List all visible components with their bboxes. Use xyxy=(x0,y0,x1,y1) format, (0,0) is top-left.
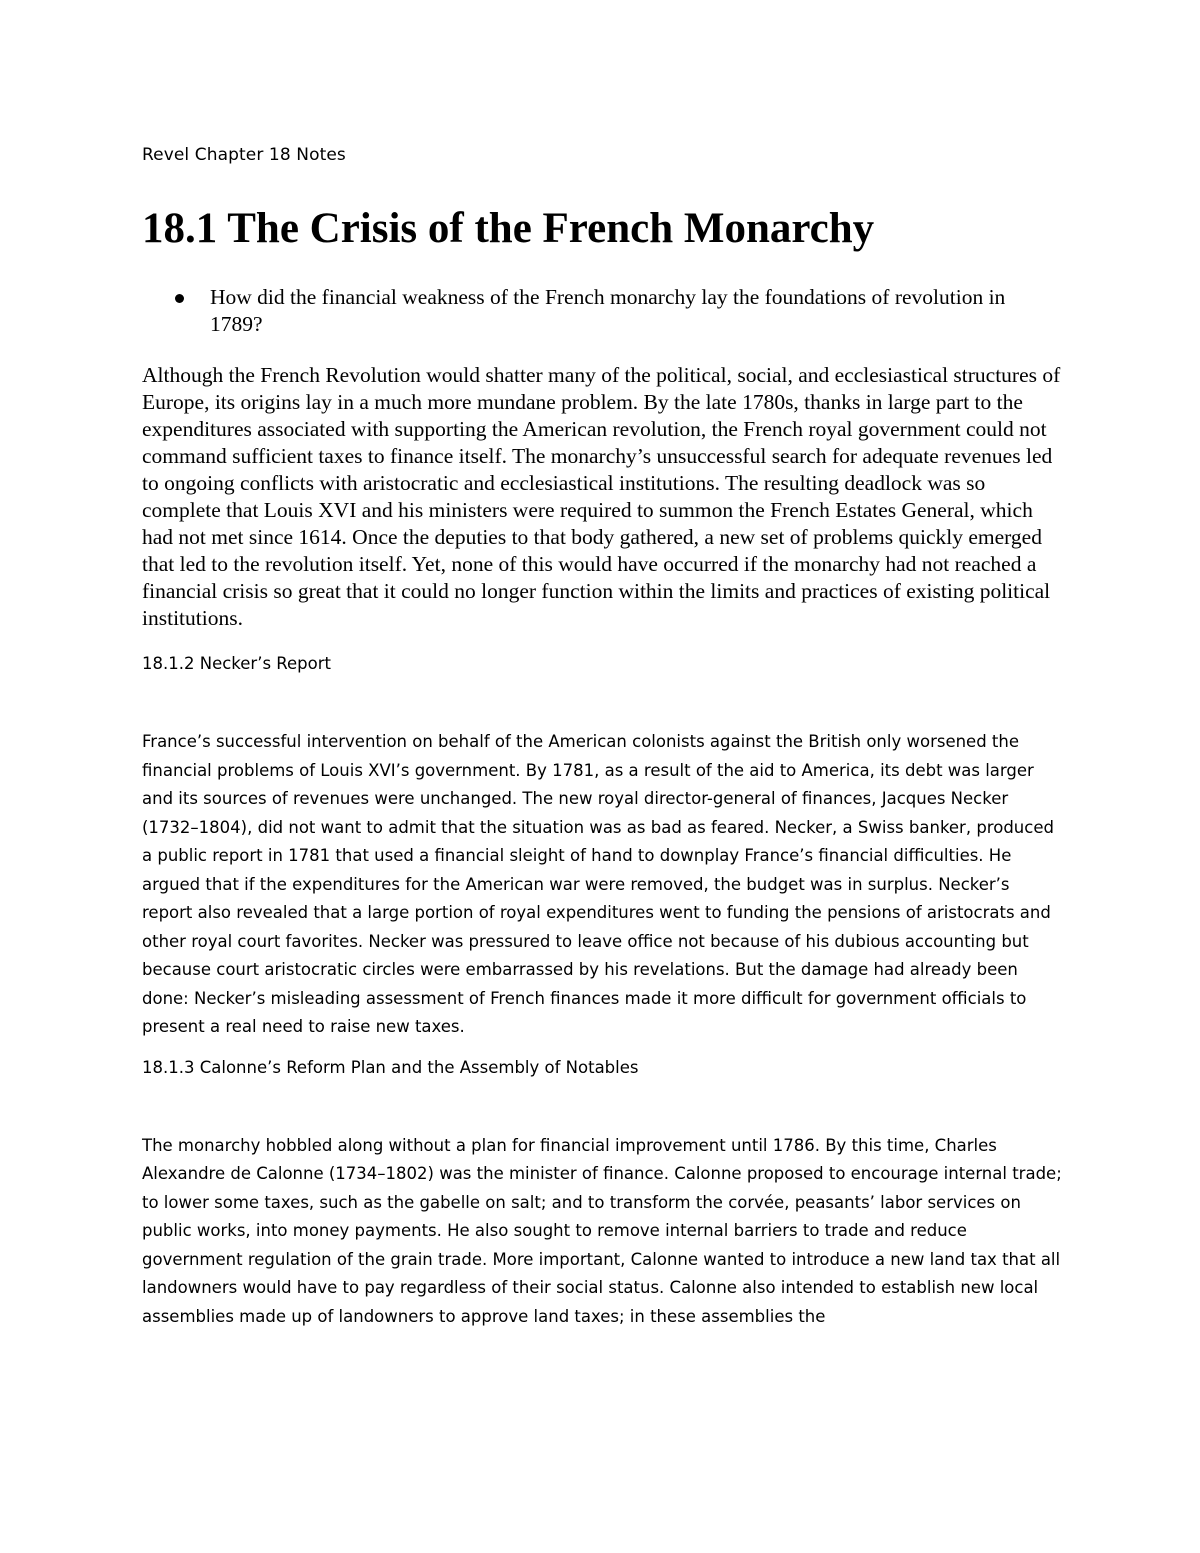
focus-question-list xyxy=(142,284,1062,338)
bullet-icon xyxy=(175,294,184,303)
neckers-report-paragraph: France’s successful intervention on behalf of the American colonists against the British only worsened the financial problems of Louis XVI’s government. By 1781, as a result of the aid to America, its debt was larger and its sources of revenues were unchanged. The new royal director-general of finances, Jacques Necker (1732–1804), did not want to admit that the situation was as bad as feared. Necker, a Swiss banker, produced a public report in 1781 that used a financial sleight of hand to downplay France’s financial difficulties. He argued that if the expenditures for the American war were removed, the budget was in surplus. Necker’s report also revealed that a large portion of royal expenditures went to funding the pensions of aristocrats and other royal court favorites. Necker was pressured to leave office not because of his dubious accounting but because court aristocratic circles were embarrassed by his revelations. But the damage had already been done: Necker’s misleading assessment of French finances made it more difficult for government officials to present a real need to raise new taxes. xyxy=(142,732,1054,1036)
subsection-heading-neckers-report: 18.1.2 Necker’s Report xyxy=(142,654,331,673)
calonne-reform-paragraph: The monarchy hobbled along without a plan for financial improvement until 1786. By this time, Charles Alexandre de Calonne (1734–1802) was the minister of finance. Calonne proposed to encourage internal trade; to lower some taxes, such as the gabelle on salt; and to transform the corvée, peasants’ labor services on public works, into money payments. He also sought to remove internal barriers to trade and reduce government regulation of the grain trade. More important, Calonne wanted to introduce a new land tax that all landowners would have to pay regardless of their social status. Calonne also intended to establish new local assemblies made up of landowners to approve land taxes; in these assemblies the xyxy=(142,1135,1062,1326)
intro-paragraph: Although the French Revolution would shatter many of the political, social, and ecclesiastical structures of Europe, its origins lay in a much more mundane problem. By the late 1780s, thanks in large part to the expenditures associated with supporting the American revolution, the French royal government could not command sufficient taxes to finance itself. The monarchy’s unsuccessful search for adequate revenues led to ongoing conflicts with aristocratic and ecclesiastical institutions. The resulting deadlock was so complete that Louis XVI and his ministers were required to summon the French Estates General, which had not met since 1614. Once the deputies to that body gathered, a new set of problems quickly emerged that led to the revolution itself. Yet, none of this would have occurred if the monarchy had not reached a financial crisis so great that it could no longer function within the limits and practices of existing political institutions. xyxy=(142,363,1061,630)
subsection-heading-calonne-reform: 18.1.3 Calonne’s Reform Plan and the Assembly of Notables xyxy=(142,1057,639,1077)
focus-question-text: How did the financial weakness of the French monarchy lay the foundations of revolution in 1789? xyxy=(210,285,1006,336)
focus-question xyxy=(142,284,1062,338)
document-label: Revel Chapter 18 Notes xyxy=(142,145,346,165)
section-title: 18.1 The Crisis of the French Monarchy xyxy=(142,205,875,252)
page-content xyxy=(142,143,1062,1331)
